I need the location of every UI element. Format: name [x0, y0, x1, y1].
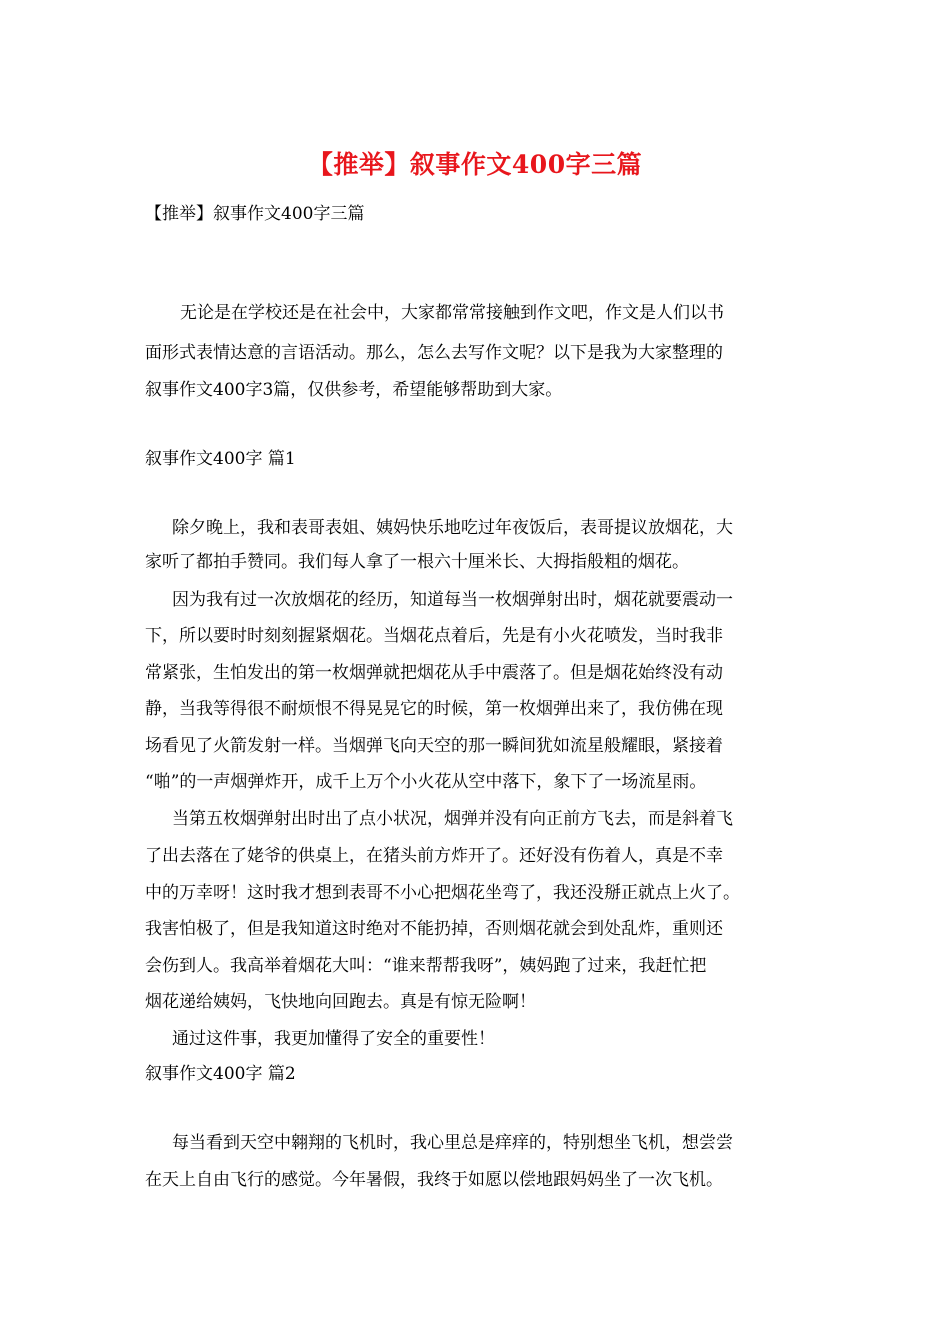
document-subtitle: 【推举】叙事作文400字三篇 — [145, 204, 365, 224]
paragraph-line: 静，当我等得很不耐烦恨不得晃晃它的时候，第一枚烟弹出来了，我仿佛在现 — [145, 699, 723, 719]
paragraph-line: 因为我有过一次放烟花的经历，知道每当一枚烟弹射出时，烟花就要震动一 — [172, 590, 733, 610]
paragraph-line: 当第五枚烟弹射出时出了点小状况，烟弹并没有向正前方飞去，而是斜着飞 — [172, 809, 733, 829]
paragraph-line: “啪”的一声烟弹炸开，成千上万个小火花从空中落下，象下了一场流星雨。 — [145, 772, 707, 792]
paragraph-line: 通过这件事，我更加懂得了安全的重要性！ — [172, 1029, 495, 1049]
paragraph-line: 除夕晚上，我和表哥表姐、姨妈快乐地吃过年夜饭后，表哥提议放烟花，大 — [172, 518, 733, 538]
paragraph-line: 常紧张，生怕发出的第一枚烟弹就把烟花从手中震落了。但是烟花始终没有动 — [145, 663, 723, 683]
document-title: 【推举】叙事作文400字三篇 — [307, 150, 643, 179]
essay-heading: 叙事作文400字 篇1 — [145, 449, 296, 469]
intro-line: 无论是在学校还是在社会中，大家都常常接触到作文吧，作文是人们以书 — [180, 303, 724, 323]
essay-heading: 叙事作文400字 篇2 — [145, 1064, 296, 1084]
paragraph-line: 下，所以要时时刻刻握紧烟花。当烟花点着后，先是有小火花喷发，当时我非 — [145, 626, 723, 646]
paragraph-line: 在天上自由飞行的感觉。今年暑假，我终于如愿以偿地跟妈妈坐了一次飞机。 — [145, 1170, 723, 1190]
paragraph-line: 了出去落在了姥爷的供桌上，在猪头前方炸开了。还好没有伤着人，真是不幸 — [145, 846, 723, 866]
paragraph-line: 我害怕极了，但是我知道这时绝对不能扔掉，否则烟花就会到处乱炸，重则还 — [145, 919, 723, 939]
paragraph-line: 中的万幸呀！这时我才想到表哥不小心把烟花坐弯了，我还没掰正就点上火了。 — [145, 883, 740, 903]
intro-line: 面形式表情达意的言语活动。那么，怎么去写作文呢？以下是我为大家整理的 — [145, 343, 723, 363]
paragraph-line: 家听了都拍手赞同。我们每人拿了一根六十厘米长、大拇指般粗的烟花。 — [145, 552, 689, 572]
paragraph-line: 烟花递给姨妈，飞快地向回跑去。真是有惊无险啊！ — [145, 992, 536, 1012]
intro-line: 叙事作文400字3篇，仅供参考，希望能够帮助到大家。 — [145, 380, 563, 400]
paragraph-line: 场看见了火箭发射一样。当烟弹飞向天空的那一瞬间犹如流星般耀眼，紧接着 — [145, 736, 723, 756]
paragraph-line: 会伤到人。我高举着烟花大叫：“谁来帮帮我呀”，姨妈跑了过来，我赶忙把 — [145, 956, 707, 976]
paragraph-line: 每当看到天空中翱翔的飞机时，我心里总是痒痒的，特别想坐飞机，想尝尝 — [172, 1133, 733, 1153]
